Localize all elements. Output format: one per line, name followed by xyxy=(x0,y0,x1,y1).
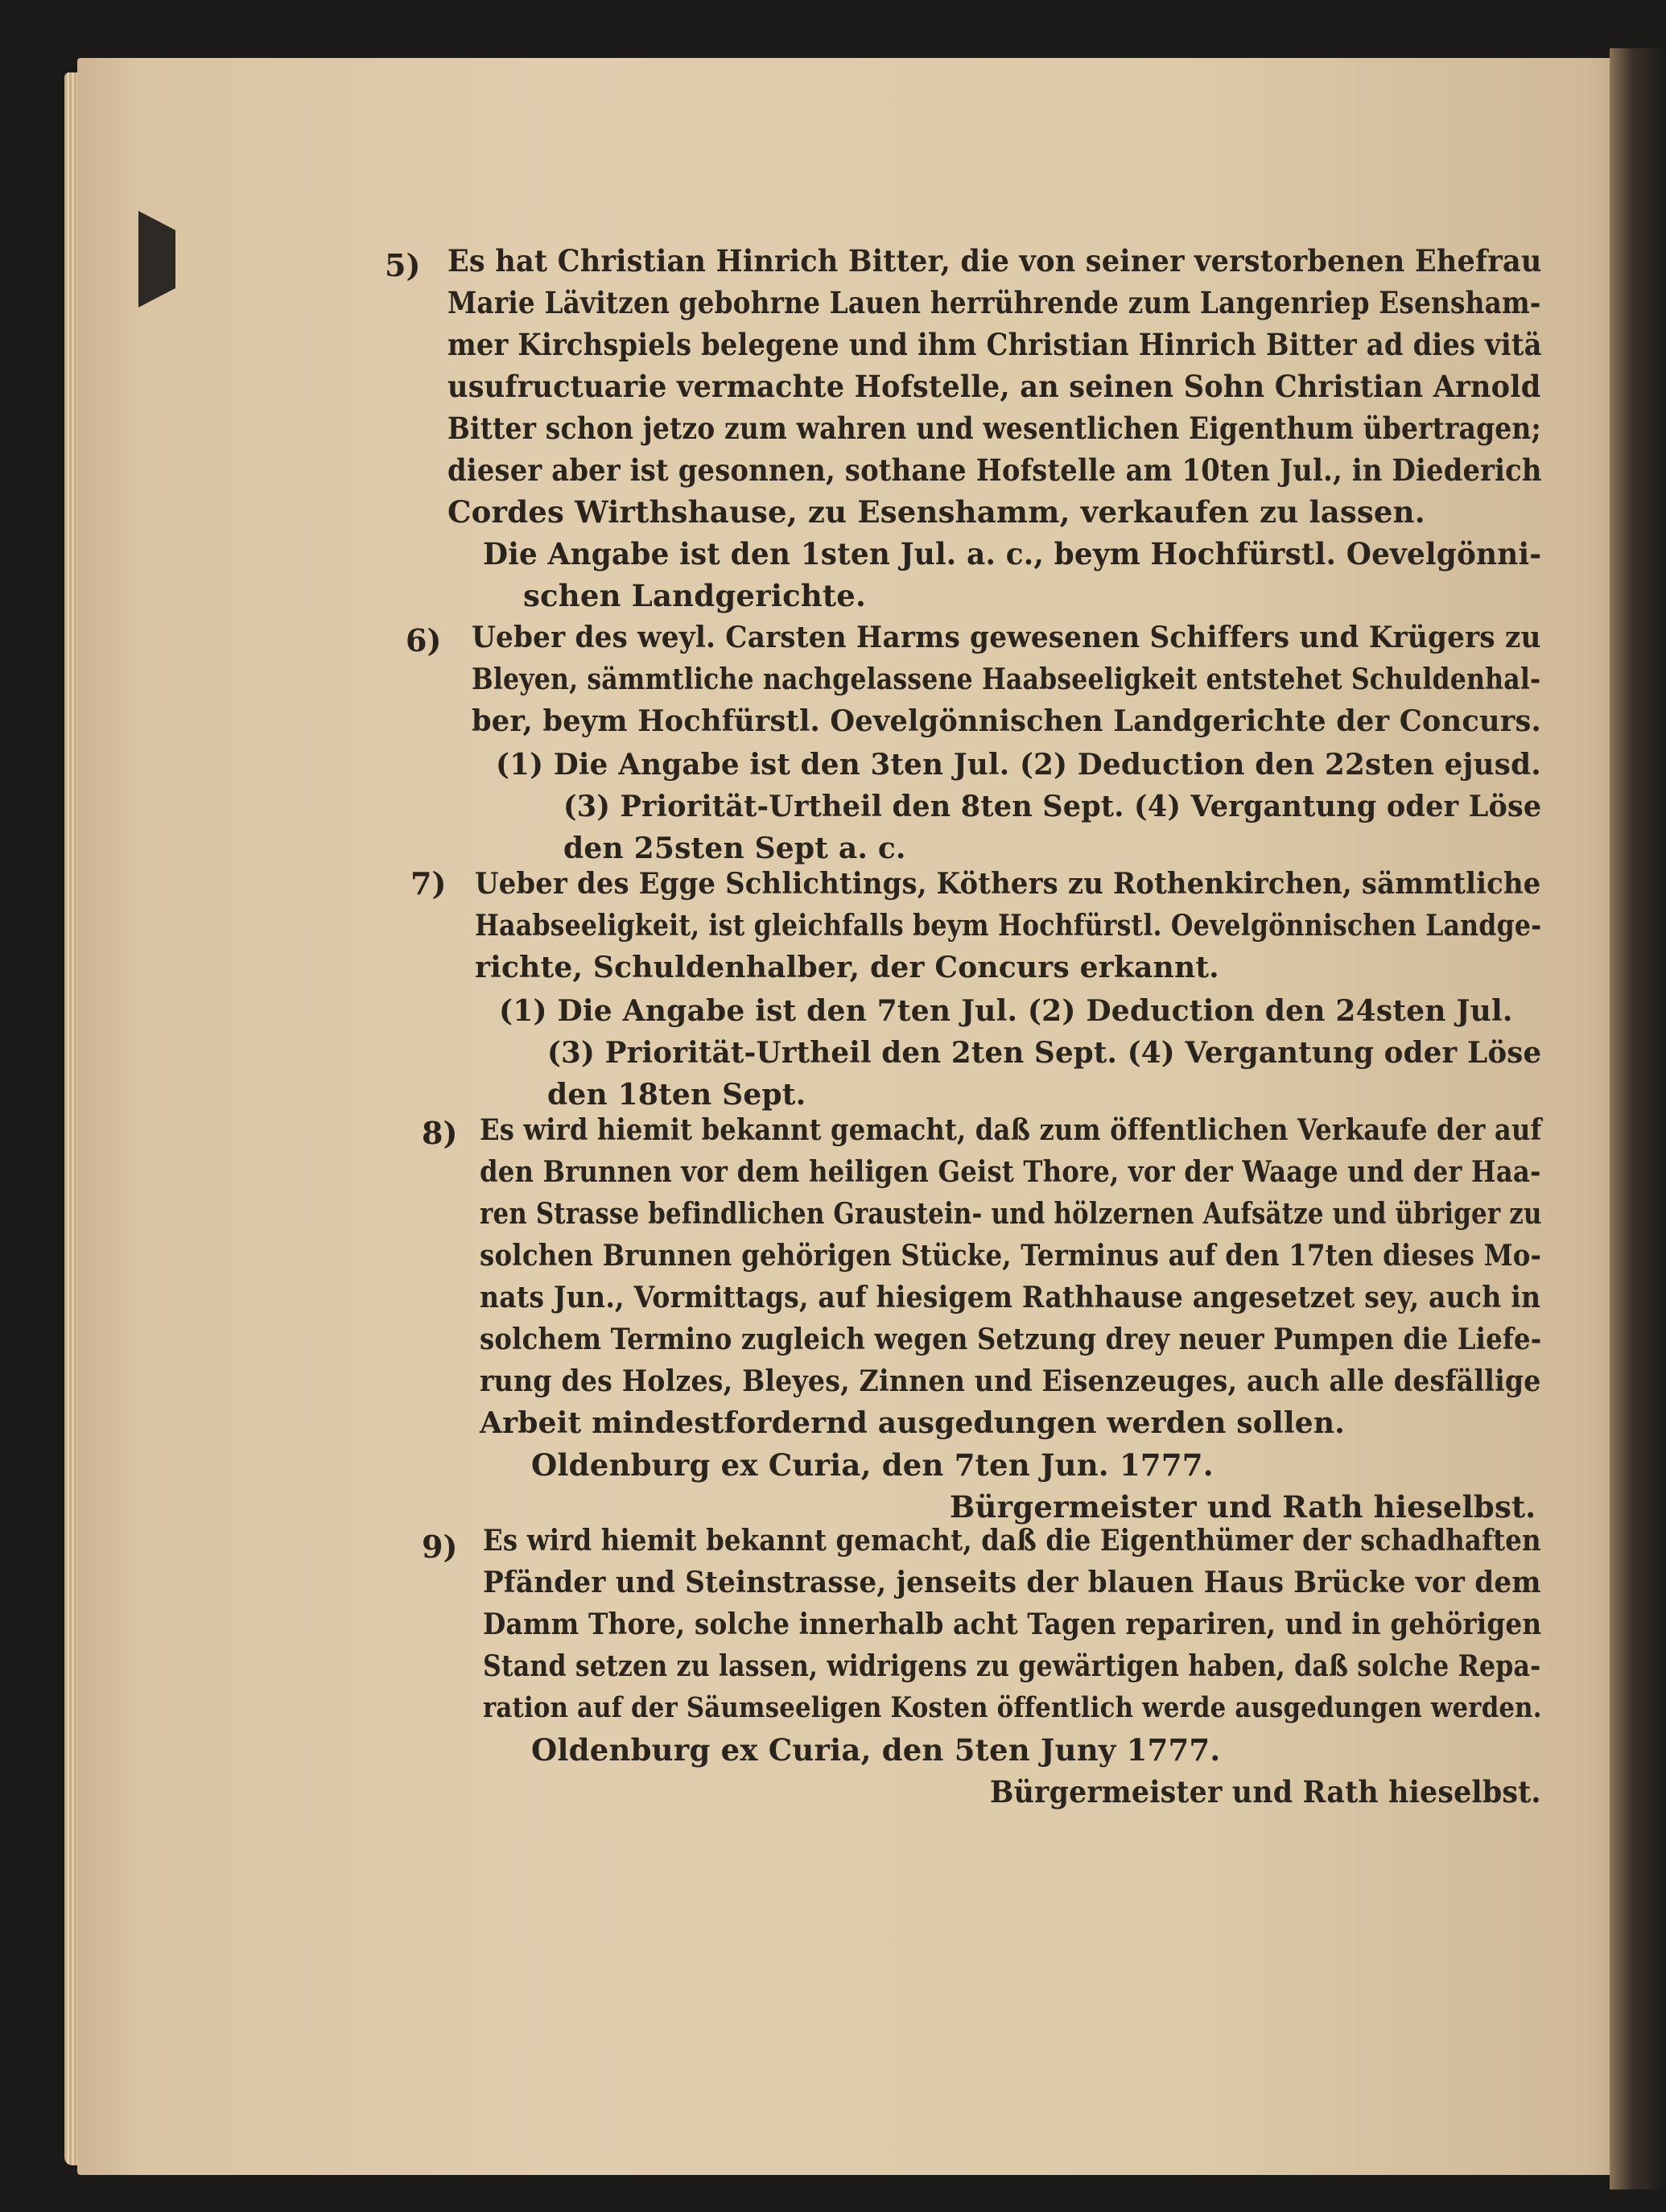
paragraph-8-line-5: nats Jun., Vormittags, auf hiesigem Rathhause angesetzet sey, auch in xyxy=(480,1281,1541,1314)
paragraph-6-note-2: (3) Priorität-Urtheil den 8ten Sept. (4) Vergantung oder Löse xyxy=(563,790,1542,823)
paragraph-7-line-3: richte, Schuldenhalber, der Concurs erkannt. xyxy=(475,951,1219,984)
paragraph-8-line-4: solchen Brunnen gehörigen Stücke, Terminus auf den 17ten dieses Mo- xyxy=(480,1239,1542,1273)
paragraph-5-line-1: Es hat Christian Hinrich Bitter, die von seiner verstorbenen Ehefrau xyxy=(447,243,1542,279)
paragraph-5-line-5: Bitter schon jetzo zum wahren und wesentlichen Eigenthum übertragen; xyxy=(447,411,1541,446)
paragraph-5-line-6: dieser aber ist gesonnen, sothane Hofstelle am 10ten Jul., in Diederich xyxy=(447,452,1542,488)
paragraph-5-line-4: usufructuarie vermachte Hofstelle, an seinen Sohn Christian Arnold xyxy=(447,369,1541,404)
paragraph-8-line-1: Es wird hiemit bekannt gemacht, daß zum öffentlichen Verkaufe der auf xyxy=(480,1113,1542,1147)
paragraph-7-number: 7) xyxy=(410,865,447,902)
paragraph-5-number: 5) xyxy=(385,247,421,283)
paragraph-7-line-1: Ueber des Egge Schlichtings, Köthers zu Rothenkirchen, sämmtliche xyxy=(475,867,1541,901)
paragraph-9-number: 9) xyxy=(422,1529,458,1565)
paragraph-7-note-1: (1) Die Angabe ist den 7ten Jul. (2) Deduction den 24sten Jul. xyxy=(499,994,1513,1028)
paragraph-9-line-2: Pfänder und Steinstrasse, jenseits der blauen Haus Brücke vor dem xyxy=(483,1566,1541,1599)
paragraph-7-line-2: Haabseeligkeit, ist gleichfalls beym Hochfürstl. Oevelgönnischen Landge- xyxy=(475,909,1542,943)
paragraph-5-note-2: schen Landgerichte. xyxy=(523,578,867,613)
paragraph-8-line-3: ren Strasse befindlichen Graustein- und hölzernen Aufsätze und übriger zu xyxy=(480,1197,1542,1231)
paragraph-5-line-7: Cordes Wirthshause, zu Esenshamm, verkaufen zu lassen. xyxy=(447,494,1425,530)
paragraph-8-number: 8) xyxy=(422,1115,458,1151)
paragraph-9-line-5: ration auf der Säumseeligen Kosten öffentlich werde ausgedungen werden. xyxy=(483,1691,1542,1724)
paragraph-5-line-2: Marie Lävitzen gebohrne Lauen herrührende zum Langenriep Esensham- xyxy=(447,285,1541,320)
paragraph-8-line-7: rung des Holzes, Bleyes, Zinnen und Eisenzeuges, auch alle desfällige xyxy=(480,1364,1541,1398)
paragraph-9-line-3: Damm Thore, solche innerhalb acht Tagen repariren, und in gehörigen xyxy=(483,1607,1542,1641)
paragraph-9-signature: Bürgermeister und Rath hieselbst. xyxy=(990,1774,1541,1810)
paragraph-6-line-3: ber, beym Hochfürstl. Oevelgönnischen Landgerichte der Concurs. xyxy=(472,704,1541,738)
paragraph-6-note-3: den 25sten Sept a. c. xyxy=(563,832,906,865)
paragraph-9-place-date: Oldenburg ex Curia, den 5ten Juny 1777. xyxy=(531,1732,1221,1768)
paragraph-8-line-6: solchem Termino zugleich wegen Setzung drey neuer Pumpen die Liefe- xyxy=(480,1323,1542,1356)
paragraph-8-signature: Bürgermeister und Rath hieselbst. xyxy=(950,1489,1536,1525)
paragraph-9-line-4: Stand setzen zu lassen, widrigens zu gewärtigen haben, daß solche Repa- xyxy=(483,1649,1541,1683)
paragraph-6-line-2: Bleyen, sämmtliche nachgelassene Haabseeligkeit entstehet Schuldenhal- xyxy=(472,662,1541,696)
paragraph-5-note-1: Die Angabe ist den 1sten Jul. a. c., beym Hochfürstl. Oevelgönni- xyxy=(483,536,1542,572)
paragraph-9-line-1: Es wird hiemit bekannt gemacht, daß die Eigenthümer der schadhaften xyxy=(483,1524,1541,1558)
paragraph-5-line-3: mer Kirchspiels belegene und ihm Christian Hinrich Bitter ad dies vitä xyxy=(447,327,1542,362)
paragraph-7-note-2: (3) Priorität-Urtheil den 2ten Sept. (4) Vergantung oder Löse xyxy=(547,1036,1542,1070)
paragraph-6-line-1: Ueber des weyl. Carsten Harms gewesenen Schiffers und Krügers zu xyxy=(472,621,1541,654)
paragraph-6-number: 6) xyxy=(406,622,442,658)
paragraph-8-line-2: den Brunnen vor dem heiligen Geist Thore, vor der Waage und der Haa- xyxy=(480,1155,1541,1189)
paragraph-8-place-date: Oldenburg ex Curia, den 7ten Jun. 1777. xyxy=(531,1447,1214,1483)
paragraph-7-note-3: den 18ten Sept. xyxy=(547,1078,806,1112)
paragraph-6-note-1: (1) Die Angabe ist den 3ten Jul. (2) Deduction den 22sten ejusd. xyxy=(496,748,1541,782)
paragraph-8-line-8: Arbeit mindestfordernd ausgedungen werden sollen. xyxy=(480,1406,1345,1440)
